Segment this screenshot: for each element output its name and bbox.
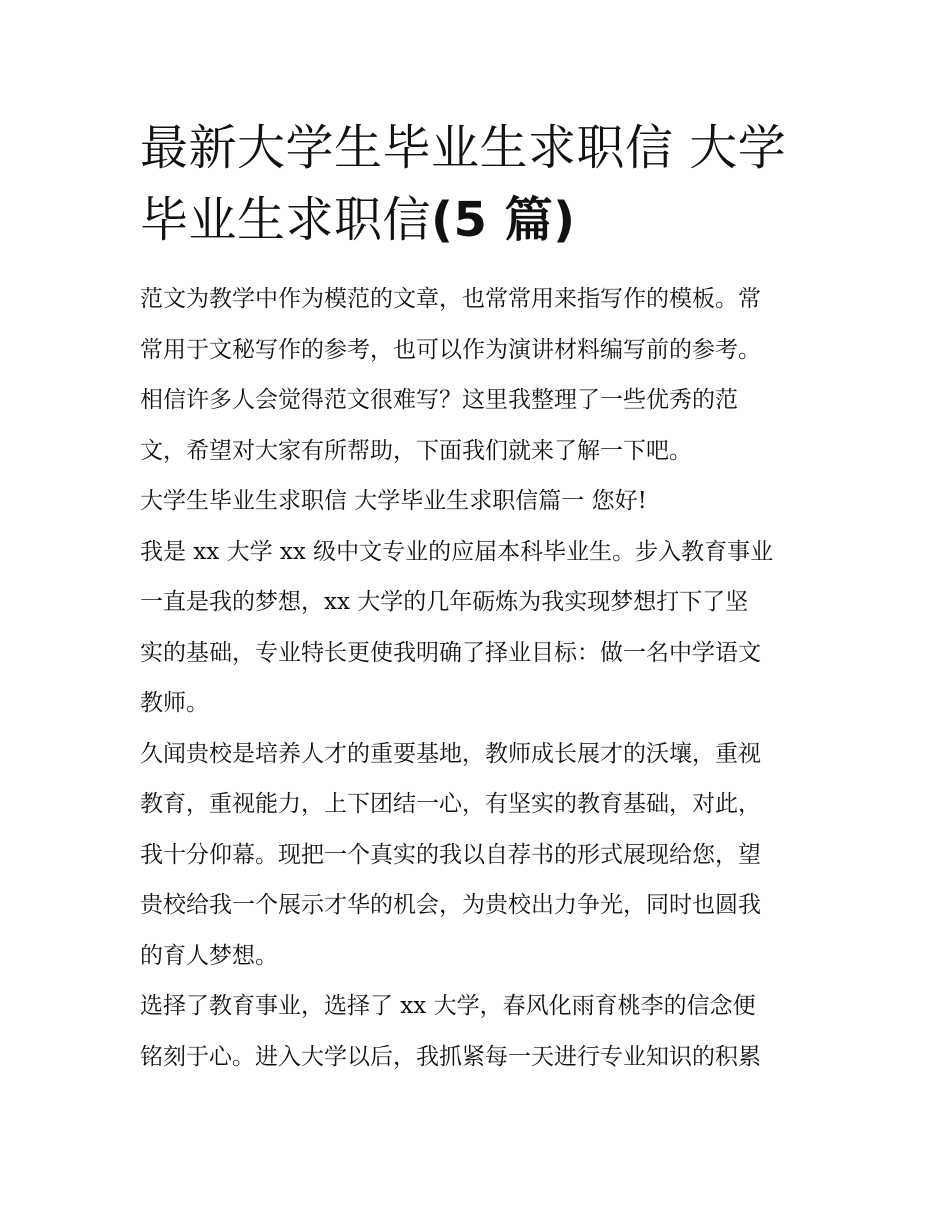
paragraph-intro — [140, 274, 812, 476]
document-content — [140, 112, 812, 1082]
paragraph-line: 的育人梦想。 — [140, 942, 278, 969]
paragraph-line: 教育，重视能力，上下团结一心，有坚实的教育基础，对此， — [140, 791, 761, 817]
paragraph-line: 实的基础，专业特长更使我明确了择业目标：做一名中学语文 — [140, 639, 761, 666]
paragraph-line: 文，希望对大家有所帮助，下面我们就来了解一下吧。 — [140, 437, 692, 464]
paragraph-line: 一直是我的梦想，xx 大学的几年砺炼为我实现梦想打下了坚 — [140, 589, 749, 615]
paragraph-line: 教师。 — [140, 690, 209, 716]
paragraph-school-praise — [140, 729, 812, 982]
paragraph-line: 我十分仰幕。现把一个真实的我以自荐书的形式展现给您，望 — [140, 841, 761, 868]
paragraph-line: 贵校给我一个展示才华的机会，为贵校出力争光，同时也圆我 — [140, 892, 761, 918]
paragraph-heading-greeting — [140, 476, 812, 527]
document-body — [140, 274, 812, 1082]
paragraph-line: 我是 xx 大学 xx 级中文专业的应届本科毕业生。步入教育事业 — [140, 538, 774, 565]
paragraph-line: 选择了教育事业，选择了 xx 大学，春风化雨育桃李的信念便 — [140, 993, 756, 1019]
paragraph-career-choice — [140, 981, 812, 1082]
paragraph-line: 范文为教学中作为模范的文章，也常常用来指写作的模板。常 — [140, 286, 761, 312]
paragraph-self-intro — [140, 527, 812, 729]
paragraph-line: 常用于文秘写作的参考，也可以作为演讲材料编写前的参考。 — [140, 336, 761, 363]
paragraph-line: 铭刻于心。进入大学以后，我抓紧每一天进行专业知识的积累 — [140, 1043, 761, 1070]
title-suffix: (5 篇) — [431, 192, 576, 248]
paragraph-line: 相信许多人会觉得范文很难写？这里我整理了一些优秀的范 — [140, 387, 738, 413]
title-line — [140, 184, 812, 256]
title-line-text: 毕业生求职信 — [140, 192, 432, 248]
document-title — [140, 112, 812, 256]
title-line: 最新大学生毕业生求职信 大学 — [140, 120, 787, 176]
paragraph-line: 久闻贵校是培养人才的重要基地，教师成长展才的沃壤，重视 — [140, 740, 761, 767]
paragraph-line: 大学生毕业生求职信 大学毕业生求职信篇一 您好! — [140, 488, 647, 514]
